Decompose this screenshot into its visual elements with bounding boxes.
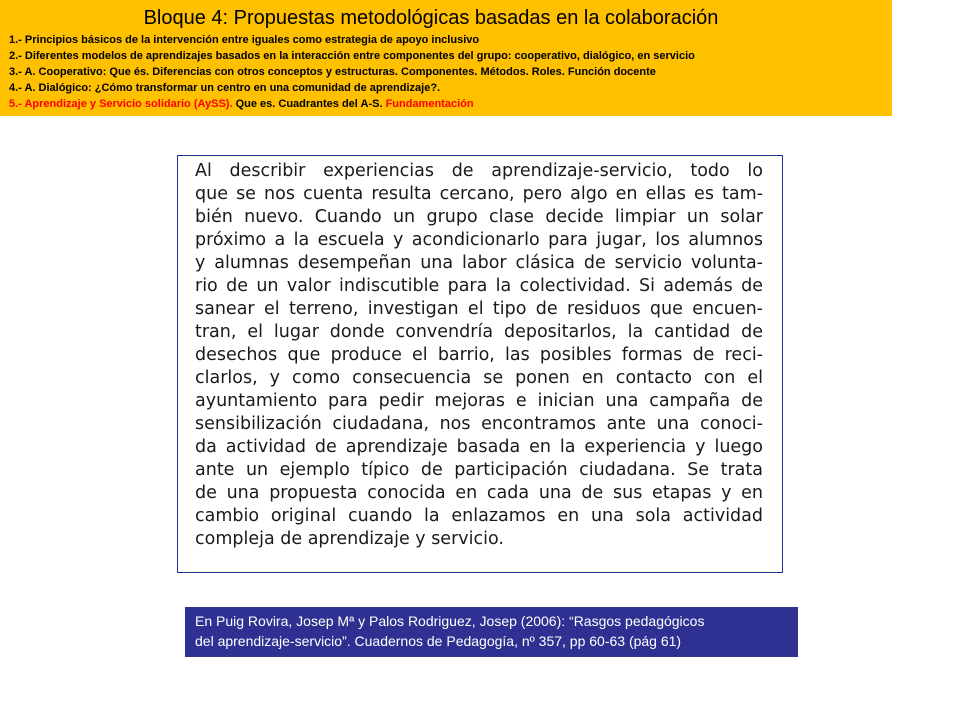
quote-line: bién nuevo. Cuando un grupo clase decide limpiar un solar (195, 207, 763, 227)
quote-line: Al describir experiencias de aprendizaje-servicio, todo lo (195, 161, 763, 181)
quote-line: de una propuesta conocida en cada una de sus etapas y en (195, 483, 763, 503)
quote-line: sensibilización ciudadana, nos encontramos ante una conoci- (195, 414, 763, 434)
quote-line: desechos que produce el barrio, las posibles formas de reci- (195, 345, 763, 365)
topic-line-4: 4.- A. Dialógico: ¿Cómo transformar un centro en una comunidad de aprendizaje?. (9, 82, 441, 94)
header-banner (0, 0, 892, 116)
quote-line: cambio original cuando la enlazamos en una sola actividad (195, 506, 763, 526)
topic-line-5 (0, 96, 892, 112)
topic-line-5-highlight: 5.- Aprendizaje y Servicio solidario (AySS). (9, 98, 233, 110)
topic-line-5-middle: Que es. Cuadrantes del A-S. (232, 98, 386, 110)
quote-line-last: compleja de aprendizaje y servicio. (195, 529, 504, 549)
quote-line: ante un ejemplo típico de participación ciudadana. Se trata (195, 460, 763, 480)
quote-line: rio de un valor indiscutible para la colectividad. Si además de (195, 276, 763, 296)
quote-line: da actividad de aprendizaje basada en la experiencia y luego (195, 437, 763, 457)
topic-line-1: 1.- Principios básicos de la intervención entre iguales como estrategia de apoyo inclusivo (9, 34, 480, 46)
quote-line: próximo a la escuela y acondicionarlo para jugar, los alumnos (195, 230, 763, 250)
citation-line-2: del aprendizaje-servicio”. Cuadernos de Pedagogía, nº 357, pp 60-63 (pág 61) (195, 633, 682, 649)
quote-line: que se nos cuenta resulta cercano, pero algo en ellas es tam- (195, 184, 763, 204)
topic-line-3: 3.- A. Cooperativo: Que és. Diferencias con otros conceptos y estructuras. Componentes. Métodos. Roles. Función docente (9, 66, 656, 78)
quote-line: sanear el terreno, investigan el tipo de residuos que encuen- (195, 299, 763, 319)
quote-line: tran, el lugar donde convendría depositarlos, la cantidad de (195, 322, 763, 342)
page-title: Bloque 4: Propuestas metodológicas basadas en la colaboración (143, 7, 719, 29)
quote-line: ayuntamiento para pedir mejoras e inician una campaña de (195, 391, 763, 411)
topic-line-2: 2.- Diferentes modelos de aprendizajes basados en la interacción entre componentes del grupo: cooperativo, dialógico, en servicio (9, 50, 695, 62)
quote-box (177, 155, 783, 573)
topic-line-5-fundamentacion: Fundamentación (385, 98, 474, 110)
citation-line-1: En Puig Rovira, Josep Mª y Palos Rodriguez, Josep (2006): “Rasgos pedagógicos (195, 613, 705, 629)
citation-box (185, 607, 798, 657)
quote-line: y alumnas desempeñan una labor clásica de servicio volunta- (195, 253, 763, 273)
quote-line: clarlos, y como consecuencia se ponen en contacto con el (195, 368, 763, 388)
